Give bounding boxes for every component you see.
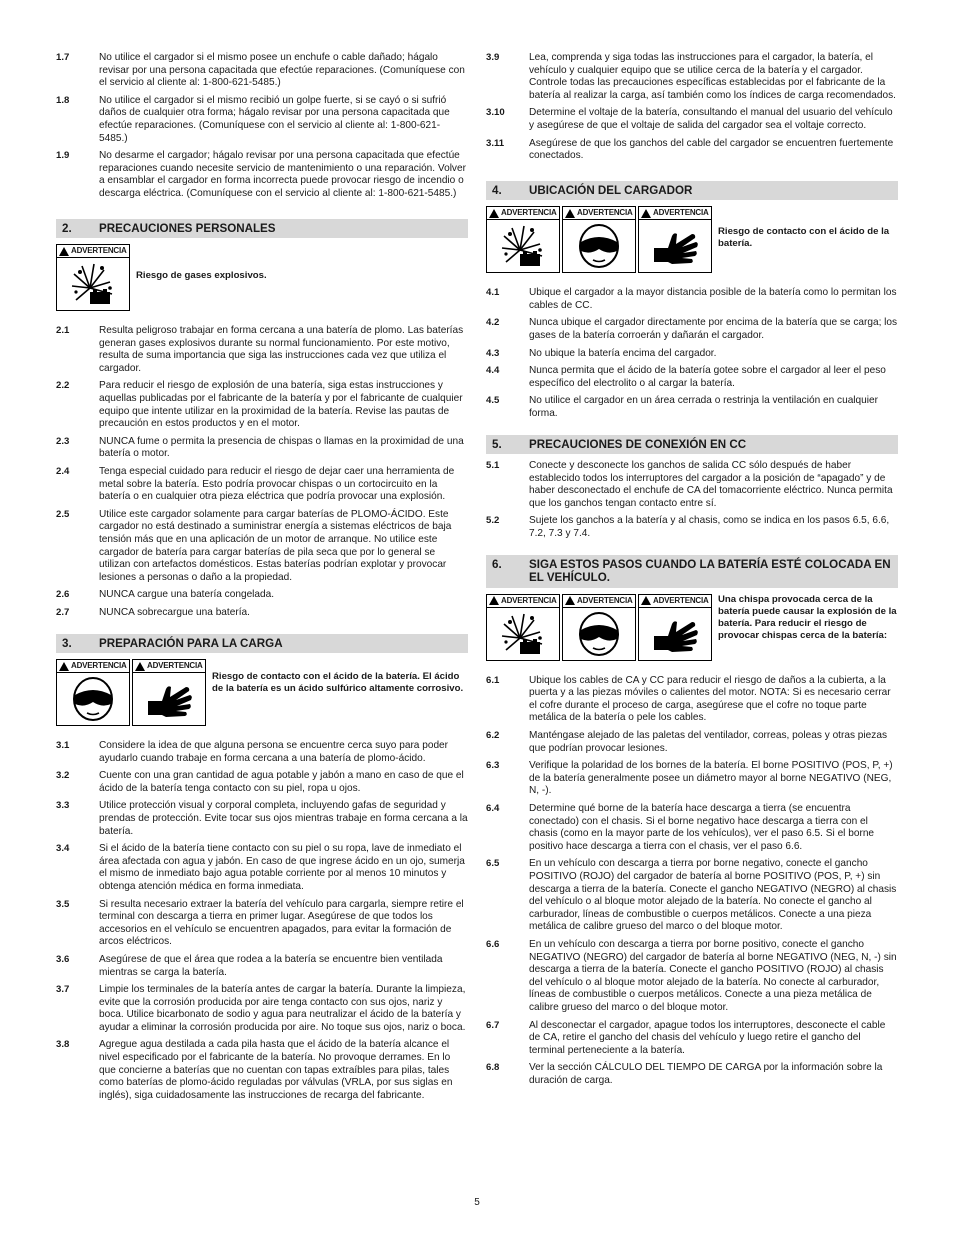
list-item: 3.1 Considere la idea de que alguna persona se encuentre cerca suyo para poder ayudarlo cuando trabaje en forma cercana a una batería de plomo-ácido. [56,740,449,764]
list-item: 3.2 Cuente con una gran cantidad de agua potable y jabón a mano en caso de que el ácido de la batería tenga contacto con su piel, ropa u ojos. [56,770,464,794]
section-2-header: 2. PRECAUCIONES PERSONALES [56,219,468,239]
warning-triangle-icon [135,662,145,671]
list-item: 6.8 Ver la sección CÁLCULO DEL TIEMPO DE CARGA por la información sobre la duración de carga. [486,1062,883,1086]
list-item: 6.4 Determine qué borne de la batería hace descarga a tierra (se encuentra conectado) con el chasis. Si el borne negativo hace descarga a tierra con el chasis (como en la mayor parte de los vehículos), ver el paso 6.5. Si el borne positivo hace descarga a tierra con el chasis, ver el paso 6.6. [486,803,875,852]
warning-sign-goggles: ADVERTENCIA [56,659,130,726]
warning-text: Riesgo de contacto con el ácido de la batería. [718,226,890,250]
safety-goggles-icon [574,222,624,270]
list-item: 2.6 NUNCA cargue una batería congelada. [56,589,275,601]
list-item: 2.3 NUNCA fume o permita la presencia de chispas o llamas en la proximidad de una batería o motor. [56,435,464,460]
warning-triangle-icon [565,596,575,605]
warning-triangle-icon [641,209,651,218]
warning-triangle-icon [641,596,651,605]
list-item: 6.5 En un vehículo con descarga a tierra por borne negativo, conecte el gancho POSITIVO (ROJO) del cargador de batería al borne POSITIVO (POS, P, +) sin descarga a tierra de la batería. Conecte el gancho NEGATIVO (NEGRO) al chasis del vehículo o al bloque motor alejado de la batería. No conecte el gancho al carburador, líneas de combustible o cuerpos metálicos. Conecte a una pieza metálica de calibre grueso del marco o del bloque motor. [486,858,897,933]
list-item: 4.4 Nunca permita que el ácido de la batería gotee sobre el cargador al leer el peso específico del electrolito o al cargar la batería. [486,365,886,389]
safety-goggles-icon [574,610,624,658]
list-item: 2.5 Utilice este cargador solamente para cargar baterías de PLOMO-ÁCIDO. Este cargador no está destinado a suministrar energía a sistemas eléctricos de baja tensión más que en una aplicación de un motor de arranque. No utilice este cargador de batería para cargar baterías de pila seca que por lo general se utilizan con artefactos domésticos. Estas baterías podrían explotar y provocar lesiones a personas o daño a la propiedad. [56,508,452,583]
list-item: 5.2 Sujete los ganchos a la batería y al chasis, como se indica en los pasos 6.5, 6.6, 7.2, 7.3 y 7.4. [486,515,890,540]
section-3-items [56,740,468,1102]
list-item: 4.2 Nunca ubique el cargador directamente por encima de la batería que se carga; los gases de la batería corroerán y dañarán el cargador. [486,317,898,342]
list-item: 3.11 Asegúrese de que los ganchos del cable del cargador se encuentren fuertemente conectados. [486,137,894,162]
section-2-items [56,325,468,619]
list-item: 3.10 Determine el voltaje de la batería, consultando el manual del usuario del vehículo y asegúrese de que el voltaje de salida del cargador sea el voltaje correcto. [486,107,893,131]
list-item: 4.1 Ubique el cargador a la mayor distancia posible de la batería como lo permitan los cables de CC. [486,287,897,311]
list-item: 2.7 NUNCA sobrecargue una batería. [56,606,250,618]
section-3-header: 3. PREPARACIÓN PARA LA CARGA [56,634,468,654]
warning-triangle-icon [489,209,499,218]
warning-triangle-icon [565,209,575,218]
explosion-icon [68,260,118,308]
protective-glove-icon [650,222,700,270]
warning-sign-goggles: ADVERTENCIA [562,594,636,661]
list-item: 4.5 No utilice el cargador en un área cerrada o restrinja la ventilación en cualquier forma. [486,395,878,419]
section-5-items [486,460,898,541]
section-6-warning [486,594,898,661]
warning-sign-goggles: ADVERTENCIA [562,206,636,273]
list-item: 3.6 Asegúrese de que el área que rodea a la batería se encuentre bien ventilada mientras se carga la batería. [56,953,443,978]
list-item: 6.1 Ubique los cables de CA y CC para reducir el riesgo de daños a la cubierta, a la puerta y a las piezas móviles o calientes del motor. NOTA: Si es necesario cerrar el cofre durante el proceso de carga, asegúrese que el cofre no toque parte metálica de la batería o pele los cables. [486,674,891,724]
list-item: 2.1 Resulta peligroso trabajar en forma cercana a una batería de plomo. Las baterías generan gases explosivos durante su normal funcionamiento. Por este motivo, resulta de suma importancia que siga las instrucciones cada vez que utiliza el cargador. [56,325,464,374]
list-item: 3.7 Limpie los terminales de la batería antes de cargar la batería. Durante la limpieza, evite que la corrosión producida por aire tenga contacto con sus ojos, nariz y boca. Utilice bicarbonato de sodio y agua para neutralizar el ácido de la batería y ayudar a eliminar la corrosión producida por aire. No toque sus ojos, nariz o boca. [56,984,466,1033]
left-column [56,52,468,1107]
list-item: 1.9 No desarme el cargador; hágalo revisar por una persona capacitada que efectúe reparaciones cuando necesite servicio de mantenimiento o una reparación. Volver a ensamblar el cargador en forma incorrecta puede provocar riesgo de incendio o descarga eléctrica. (Comuníquese con el servicio al cliente al: 1-800-621-5485.) [56,150,466,199]
warning-sign-explosion: ADVERTENCIA [486,594,560,661]
section-4-items [486,287,898,420]
list-item: 6.2 Manténgase alejado de las paletas del ventilador, correas, poleas y otras piezas que podrían provocar lesiones. [486,730,887,754]
list-items-top-right [486,52,898,163]
page-number: 5 [474,1197,480,1208]
section-4-warning [486,206,898,273]
warning-triangle-icon [489,596,499,605]
protective-glove-icon [650,610,700,658]
section-2-warning [56,244,468,311]
list-item: 3.8 Agregue agua destilada a cada pila hasta que el ácido de la batería alcance el nivel especificado por el fabricante de la batería. No provoque derrames. En lo que concierne a baterías que no cuentan con tapas extraíbles para pilas, tales como baterías de plomo-ácido reguladas por válvulas (VRLA, por sus siglas en inglés), siga cuidadosamente las instrucciones de recarga del fabricante. [56,1039,453,1101]
warning-sign-explosion: ADVERTENCIA [56,244,130,311]
warning-text: Riesgo de contacto con el ácido de la batería. El ácido de la batería es un ácido sulfúrico altamente corrosivo. [212,671,464,695]
list-items-top-left [56,52,468,201]
list-item: 1.8 No utilice el cargador si el mismo recibió un golpe fuerte, si se cayó o si sufrió daños de cualquier otra forma; hágalo revisar por una persona capacitada que efectúe reparaciones. (Comuníquese con el servicio al cliente al: 1-800-621-5485.) [56,94,450,144]
list-item: 4.3 No ubique la batería encima del cargador. [486,347,717,359]
warning-triangle-icon [59,662,69,671]
section-5-header: 5. PRECAUCIONES DE CONEXIÓN EN CC [486,435,898,455]
explosion-icon [498,610,548,658]
section-6-header: 6. SIGA ESTOS PASOS CUANDO LA BATERÍA ESTÉ COLOCADA EN EL VEHÍCULO. [486,555,898,588]
warning-sign-glove: ADVERTENCIA [638,594,712,661]
warning-sign-glove: ADVERTENCIA [638,206,712,273]
right-column [486,52,898,1092]
section-4-header: 4. UBICACIÓN DEL CARGADOR [486,181,898,201]
warning-sign-glove: ADVERTENCIA [132,659,206,726]
list-item: 6.6 En un vehículo con descarga a tierra por borne positivo, conecte el gancho NEGATIVO (NEGRO) del cargador de batería al borne NEGATIVO (NEG, N, -) sin descarga a tierra de la batería. Conecte el gancho POSITIVO (ROJO) al chasis del vehículo o al bloque motor alejado de la batería. No conecte al carburador, líneas de combustible o cuerpos metálicos. Conecte a una pieza metálica de calibre grueso del marco o del bloque motor. [486,938,897,1013]
warning-sign-explosion: ADVERTENCIA [486,206,560,273]
section-6-items [486,675,898,1088]
protective-glove-icon [144,675,194,723]
list-item: 6.7 Al desconectar el cargador, apague todos los interruptores, desconecte el cable de CA, retire el gancho del chasis del vehículo y luego retire el gancho del terminal perteneciente a la batería. [486,1019,886,1056]
explosion-icon [498,222,548,270]
list-item: 3.4 Si el ácido de la batería tiene contacto con su piel o su ropa, lave de inmediato el área afectada con agua y jabón. En caso de que ingrese ácido en un ojo, sumerja el mismo de inmediato bajo agua potable corriente por al menos 10 minutos y obtenga atención médica en forma inmediata. [56,843,465,892]
warning-triangle-icon [59,247,69,256]
list-item: 3.5 Si resulta necesario extraer la batería del vehículo para cargarla, siempre retire el terminal con descarga a tierra en primer lugar. Asegúrese de que todos los accesorios en el vehículo se encuentren apagados, para evitar la formación de arcos eléctricos. [56,898,464,948]
section-3-warning [56,659,468,726]
warning-text: Riesgo de gases explosivos. [136,270,267,282]
list-item: 5.1 Conecte y desconecte los ganchos de salida CC sólo después de haber establecido todos los interruptores del cargador a la posición de “apagado” y de haber desconectado el enchufe de CA del tomacorriente eléctrico. Nunca permita que los ganchos tengan contacto entre sí. [486,460,893,509]
list-item: 1.7 No utilice el cargador si el mismo posee un enchufe o cable dañado; hágalo revisar por una persona capacitada que efectúe reparaciones. (Comuníquese con el servicio al cliente al: 1-800-621-5485.) [56,52,465,89]
warning-text: Una chispa provocada cerca de la batería puede causar la explosión de la batería. Para reducir el riesgo de provocar chispas cerca de la batería: [718,593,897,642]
list-item: 6.3 Verifique la polaridad de los bornes de la batería. El borne POSITIVO (POS, P, +) de la batería generalmente posee un diámetro mayor al borne NEGATIVO (NEG, N, -). [486,760,893,797]
safety-goggles-icon [68,675,118,723]
list-item: 2.4 Tenga especial cuidado para reducir el riesgo de dejar caer una herramienta de metal sobre la batería. Esto podría provocar chispas o un cortocircuito en la batería o en cualquier otra pieza eléctrica que podría provocar una explosión. [56,465,455,503]
list-item: 3.9 Lea, comprenda y siga todas las instrucciones para el cargador, la batería, el vehículo y cualquier equipo que se utilice cerca de la batería y el cargador. Controle todas las precauciones específicas establecidas por el fabricante de la batería al realizar la carga, así también como los índices de carga recomendados. [486,52,896,101]
list-item: 2.2 Para reducir el riesgo de explosión de una batería, siga estas instrucciones y aquellas publicadas por el fabricante de la batería y por el fabricante de cualquier equipo que intente utilizar en la proximidad de la batería. Revise las pautas de precaución en estos productos y en el motor. [56,380,463,430]
list-item: 3.3 Utilice protección visual y corporal completa, incluyendo gafas de seguridad y prendas de protección. Evite tocar sus ojos mientras trabaje en forma cercana a la batería. [56,800,468,837]
